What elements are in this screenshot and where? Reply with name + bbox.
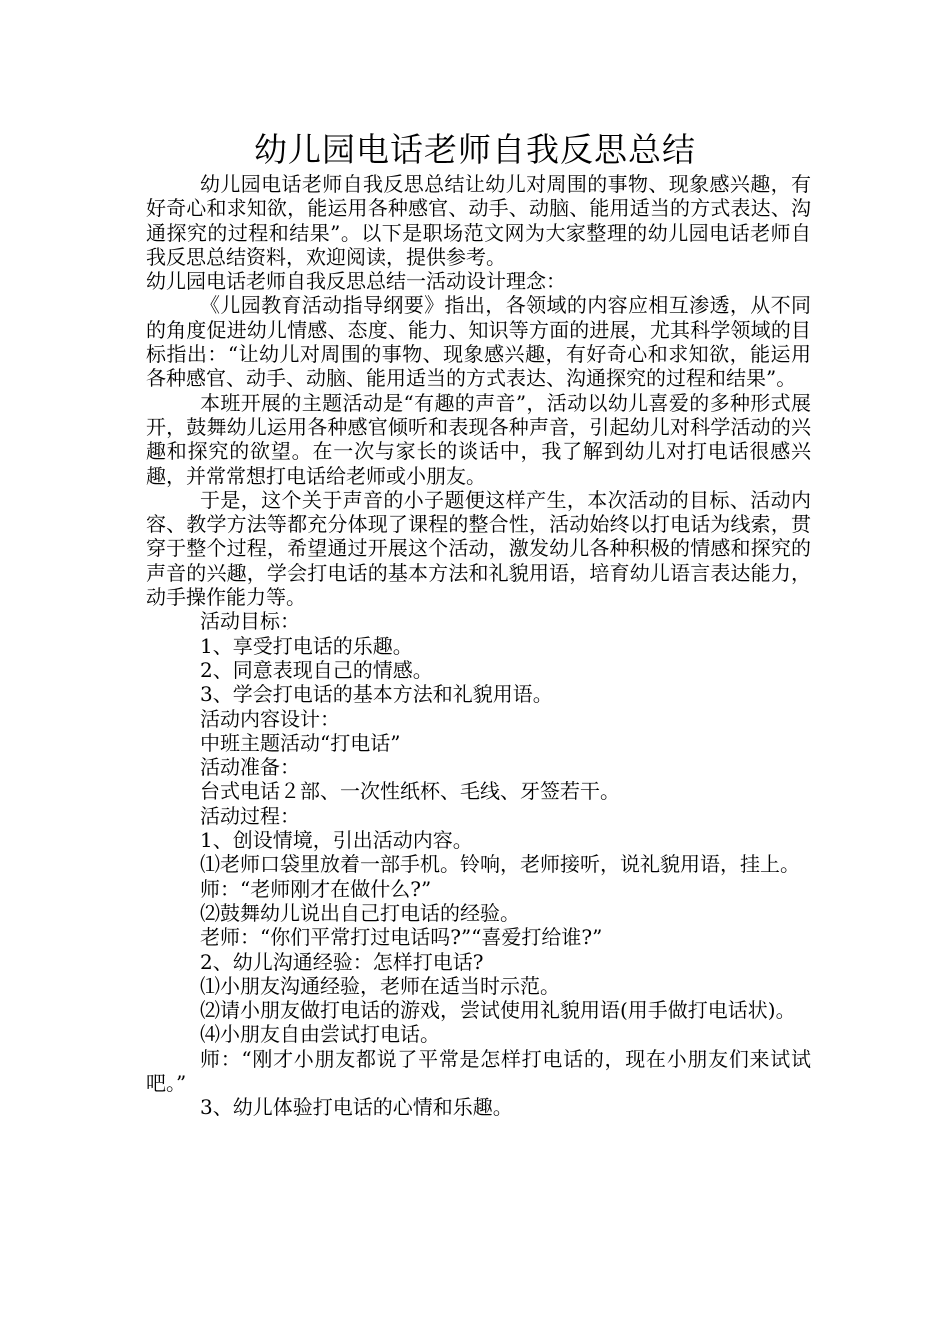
list-item: ⑵鼓舞幼儿说出自己打电话的经验。 — [200, 900, 520, 925]
list-item: 师：“老师刚才在做什么?” — [200, 876, 432, 901]
paragraph-goals-heading: 活动目标： — [200, 609, 300, 634]
list-item: 1、享受打电话的乐趣。 — [200, 633, 413, 658]
list-item: 1、创设情境，引出活动内容。 — [200, 828, 473, 853]
list-item: 3、幼儿体验打电话的心情和乐趣。 — [200, 1095, 513, 1120]
paragraph-section-heading: 幼儿园电话老师自我反思总结一活动设计理念： — [146, 269, 566, 294]
list-item: 师：“刚才小朋友都说了平常是怎样打电话的，现在小朋友们来试试吧。” — [146, 1046, 811, 1095]
paragraph-theme-activity: 本班开展的主题活动是“有趣的声音”，活动以幼儿喜爱的多种形式展开，鼓舞幼儿运用各种感官倾听和表现各种声音，引起幼儿对科学活动的兴趣和探究的欲望。在一次与家长的谈话中，我了解到幼儿对打电话很感兴趣，并常常想打电话给老师或小朋友。 — [146, 390, 811, 488]
paragraph-activity-name: 中班主题活动“打电话” — [200, 730, 401, 755]
list-item: 老师：“你们平常打过电话吗?”“喜爱打给谁?” — [200, 925, 603, 950]
paragraph-intro: 幼儿园电话老师自我反思总结让幼儿对周围的事物、现象感兴趣，有好奇心和求知欲，能运用各种感官、动手、动脑、能用适当的方式表达、沟通探究的过程和结果”。以下是职场范文网为大家整理的幼儿园电话老师自我反思总结资料，欢迎阅读，提供参考。 — [146, 172, 811, 269]
document-body — [146, 172, 811, 1120]
paragraph-guideline: 《儿园教育活动指导纲要》指出，各领域的内容应相互渗透，从不同的角度促进幼儿情感、态度、能力、知识等方面的进展，尤其科学领域的目标指出：“让幼儿对周围的事物、现象感兴趣，有好奇心和求知欲，能运用各种感官、动手、动脑、能用适当的方式表达、沟通探究的过程和结果”。 — [146, 293, 811, 391]
paragraph-content-heading: 活动内容设计： — [200, 706, 340, 731]
list-item: ⑵请小朋友做打电话的游戏，尝试使用礼貌用语(用手做打电话状)。 — [200, 998, 796, 1023]
paragraph-prep-heading: 活动准备： — [200, 755, 300, 780]
paragraph-origin: 于是，这个关于声音的小子题便这样产生，本次活动的目标、活动内容、教学方法等都充分体现了课程的整合性，活动始终以打电话为线索，贯穿于整个过程，希望通过开展这个活动，激发幼儿各种积极的情感和探究的声音的兴趣，学会打电话的基本方法和礼貌用语，培育幼儿语言表达能力，动手操作能力等。 — [146, 487, 811, 610]
list-item: 2、幼儿沟通经验：怎样打电话? — [200, 949, 484, 974]
paragraph-process-heading: 活动过程： — [200, 803, 300, 828]
list-item: 3、学会打电话的基本方法和礼貌用语。 — [200, 682, 553, 707]
document-title: 幼儿园电话老师自我反思总结 — [254, 130, 696, 169]
list-item: ⑴老师口袋里放着一部手机。铃响，老师接听，说礼貌用语，挂上。 — [200, 852, 800, 877]
list-item: ⑷小朋友自由尝试打电话。 — [200, 1022, 440, 1047]
paragraph-prep-materials: 台式电话２部、一次性纸杯、毛线、牙签若干。 — [200, 779, 620, 804]
list-item: 2、同意表现自己的情感。 — [200, 657, 433, 682]
list-item: ⑴小朋友沟通经验，老师在适当时示范。 — [200, 973, 560, 998]
